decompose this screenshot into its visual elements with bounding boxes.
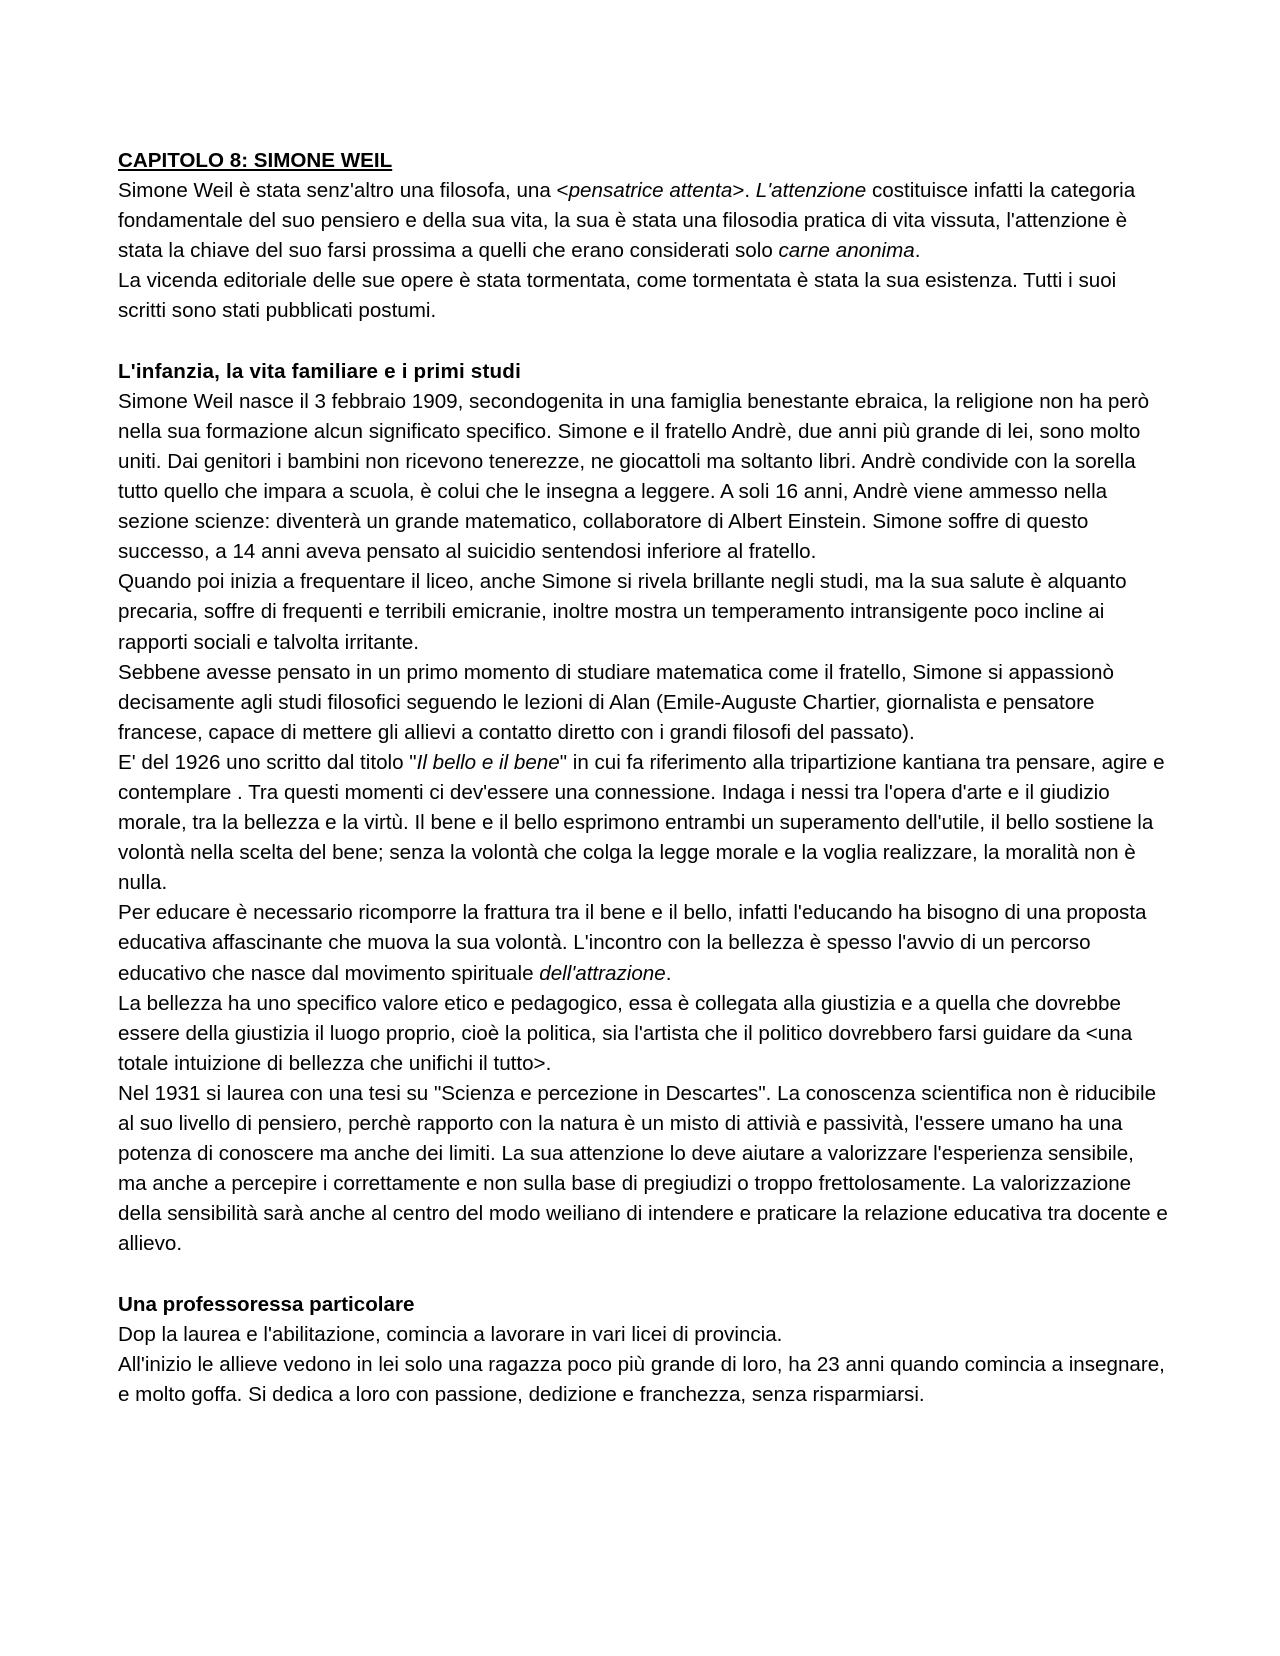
emphasis-text: Il bello e il bene xyxy=(416,750,560,774)
body-paragraph: E' del 1926 uno scritto dal titolo "Il bello e il bene" in cui fa riferimento alla tripartizione kantiana tra pensare, agire e contemplare . Tra questi momenti ci dev'essere una connessione. Indaga i nessi tra l'opera d'arte e il giudizio morale, tra la bellezza e la virtù. Il bene e il bello esprimono entrambi un superamento dell'utile, il bello sostiene la volontà nella scelta del bene; senza la volontà che colga la legge morale e la voglia realizzare, la moralità non è nulla. xyxy=(118,750,1165,895)
intro-paragraph: Simone Weil è stata senz'altro una filosofa, una <pensatrice attenta>. L'attenzione costituisce infatti la categoria fondamentale del suo pensiero e della sua vita, la sua è stata una filosodia pratica di vita vissuta, l'attenzione è stata la chiave del suo farsi prossima a quelli che erano considerati solo carne anonima. xyxy=(118,179,1136,263)
spacer xyxy=(118,327,1168,357)
section-teacher xyxy=(118,1290,1168,1410)
body-paragraph: Dop la laurea e l'abilitazione, comincia a lavorare in vari licei di provincia. xyxy=(118,1322,783,1346)
body-paragraph: Sebbene avesse pensato in un primo momento di studiare matematica come il fratello, Simone si appassionò decisamente agli studi filosofici seguendo le lezioni di Alan (Emile-Auguste Chartier, giornalista e pensatore francese, capace di mettere gli allievi a contatto diretto con i grandi filosofi del passato). xyxy=(118,660,1114,744)
body-paragraph: Nel 1931 si laurea con una tesi su "Scienza e percezione in Descartes". La conoscenza scientifica non è riducibile al suo livello di pensiero, perchè rapporto con la natura è un misto di attivià e passività, l'essere umano ha una potenza di conoscere ma anche dei limiti. La sua attenzione lo deve aiutare a valorizzare l'esperienza sensibile, ma anche a percepire i correttamente e non sulla base di pregiudizi o troppo frettolosamente. La valorizzazione della sensibilità sarà anche al centro del modo weiliano di intendere e praticare la relazione educativa tra docente e allievo. xyxy=(118,1081,1168,1256)
page-title: CAPITOLO 8: SIMONE WEIL xyxy=(118,149,393,172)
body-paragraph: Per educare è necessario ricomporre la frattura tra il bene e il bello, infatti l'educando ha bisogno di una proposta educativa affascinante che muova la sua volontà. L'incontro con la bellezza è spesso l'avvio di un percorso educativo che nasce dal movimento spirituale dell'attrazione. xyxy=(118,901,1147,985)
intro-section xyxy=(118,176,1168,326)
emphasis-text: pensatrice attenta xyxy=(568,179,733,203)
section-heading: L'infanzia, la vita familiare e i primi studi xyxy=(118,359,521,383)
emphasis-text: dell'attrazione xyxy=(539,961,666,985)
body-paragraph: La bellezza ha uno specifico valore etico e pedagogico, essa è collegata alla giustizia e a quella che dovrebbe essere della giustizia il luogo proprio, cioè la politica, sia l'artista che il politico dovrebbero farsi guidare da <una totale intuizione di bellezza che unifichi il tutto>. xyxy=(118,991,1133,1075)
body-paragraph: Quando poi inizia a frequentare il liceo, anche Simone si rivela brillante negli studi, ma la sua salute è alquanto precaria, soffre di frequenti e terribili emicranie, inoltre mostra un temperamento intransigente poco incline ai rapporti sociali e talvolta irritante. xyxy=(118,570,1127,654)
document-page xyxy=(118,146,1168,1410)
body-paragraph: All'inizio le allieve vedono in lei solo una ragazza poco più grande di loro, ha 23 anni quando comincia a insegnare, e molto goffa. Si dedica a loro con passione, dedizione e franchezza, senza risparmiarsi. xyxy=(118,1352,1165,1406)
emphasis-text: L'attenzione xyxy=(755,179,867,203)
section-childhood xyxy=(118,357,1168,1260)
body-paragraph: Simone Weil nasce il 3 febbraio 1909, secondogenita in una famiglia benestante ebraica, la religione non ha però nella sua formazione alcun significato specifico. Simone e il fratello Andrè, due anni più grande di lei, sono molto uniti. Dai genitori i bambini non ricevono tenerezze, ne giocattoli ma soltanto libri. Andrè condivide con la sorella tutto quello che impara a scuola, è colui che le insegna a leggere. A soli 16 anni, Andrè viene ammesso nella sezione scienze: diventerà un grande matematico, collaboratore di Albert Einstein. Simone soffre di questo successo, a 14 anni aveva pensato al suicidio sentendosi inferiore al fratello. xyxy=(118,389,1150,564)
spacer xyxy=(118,1259,1168,1289)
emphasis-text: carne anonima xyxy=(778,239,915,263)
section-heading: Una professoressa particolare xyxy=(118,1292,415,1316)
intro-paragraph: La vicenda editoriale delle sue opere è stata tormentata, come tormentata è stata la sua esistenza. Tutti i suoi scritti sono stati pubblicati postumi. xyxy=(118,269,1117,323)
